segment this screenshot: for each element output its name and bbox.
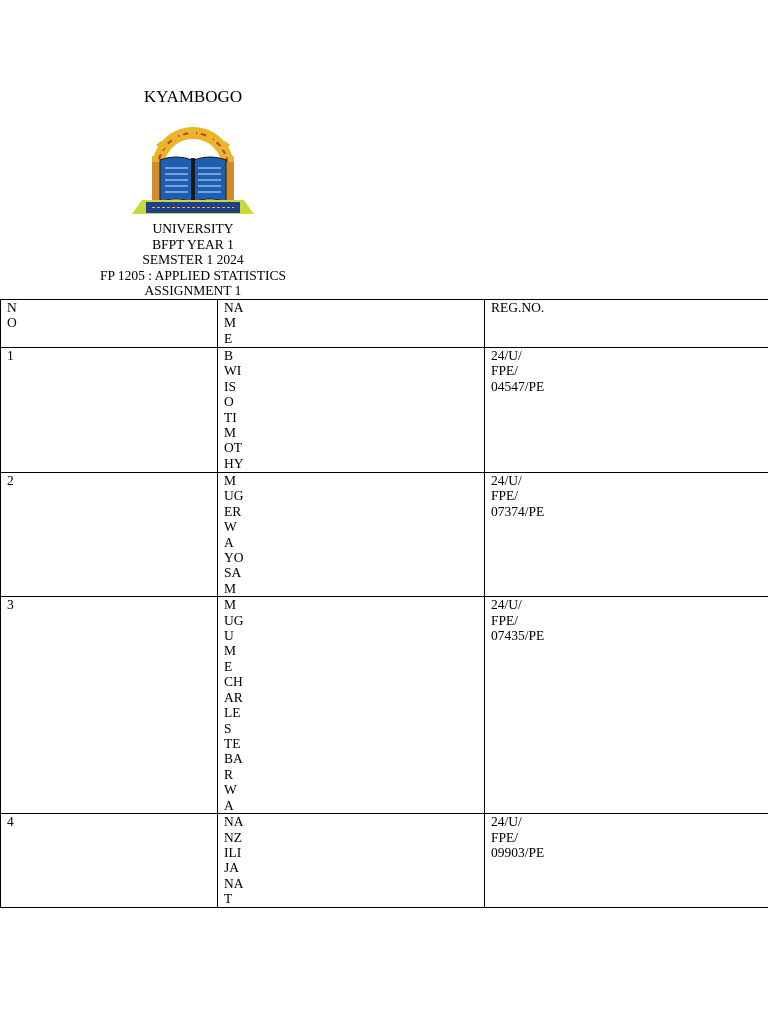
- cell-line: BA: [224, 751, 243, 767]
- assignment-header: [0, 221, 386, 299]
- cell-line: U: [224, 628, 234, 644]
- cell-line: TI: [224, 409, 237, 425]
- assignment-line: ASSIGNMENT 1: [144, 283, 242, 298]
- student-name: [218, 814, 485, 907]
- cell-line: M: [224, 580, 237, 596]
- student-name: [218, 348, 485, 473]
- table-row: [1, 348, 768, 473]
- cell-line: IS: [224, 378, 237, 394]
- course-line: FP 1205 : APPLIED STATISTICS: [100, 267, 286, 283]
- cell-line: E: [224, 658, 233, 674]
- open-book-icon: [152, 157, 234, 204]
- cell-line: B: [224, 348, 234, 363]
- student-name: [218, 597, 485, 814]
- cell-line: NZ: [224, 829, 242, 845]
- programme-line: BFPT YEAR 1: [152, 236, 234, 252]
- registration-number: [485, 814, 768, 907]
- cell-line: 24/U/: [491, 473, 522, 488]
- cell-line: O: [224, 394, 234, 410]
- student-table: [0, 299, 768, 908]
- cell-line: FPE/: [491, 829, 519, 845]
- cell-line: A: [224, 797, 234, 813]
- table-header-row: [1, 300, 768, 348]
- row-number: 1: [1, 348, 218, 473]
- cell-line: HY: [224, 455, 244, 471]
- cell-line: T: [224, 891, 233, 907]
- cell-line: NA: [224, 300, 244, 315]
- cell-line: JA: [224, 860, 240, 876]
- cell-line: 24/U/: [491, 348, 522, 363]
- cell-line: UG: [224, 612, 244, 628]
- ribbon-banner: [132, 200, 254, 214]
- table-row: [1, 473, 768, 597]
- row-number: 3: [1, 597, 218, 814]
- cell-line: R: [224, 766, 234, 782]
- cell-line: FPE/: [491, 363, 519, 379]
- cell-line: W: [224, 519, 237, 535]
- cell-line: 07374/PE: [491, 503, 545, 519]
- cell-line: LE: [224, 705, 241, 721]
- semester-line: SEMSTER 1 2024: [142, 252, 244, 267]
- cell-line: FPE/: [491, 488, 519, 504]
- university-logo: [128, 118, 258, 220]
- header-reg: REG.NO.: [485, 300, 768, 348]
- cell-line: WI: [224, 363, 242, 379]
- cell-line: E: [224, 330, 233, 346]
- header-no: [1, 300, 218, 348]
- institution-subtitle: UNIVERSITY: [152, 221, 234, 236]
- cell-line: 09903/PE: [491, 845, 545, 861]
- table-row: [1, 814, 768, 907]
- registration-number: [485, 473, 768, 597]
- cell-line: W: [224, 782, 237, 798]
- institution-title: KYAMBOGO: [143, 87, 243, 106]
- cell-line: TE: [224, 735, 241, 751]
- cell-line: 07435/PE: [491, 628, 545, 644]
- cell-line: ILI: [224, 845, 242, 861]
- cell-line: M: [224, 425, 237, 441]
- cell-line: FPE/: [491, 612, 519, 628]
- cell-line: M: [224, 597, 237, 613]
- cell-line: 24/U/: [491, 597, 522, 613]
- cell-line: A: [224, 534, 234, 550]
- cell-line: NA: [224, 814, 244, 830]
- table-row: [1, 597, 768, 814]
- cell-line: O: [7, 315, 17, 331]
- cell-line: 24/U/: [491, 814, 522, 830]
- header-name: [218, 300, 485, 348]
- registration-number: [485, 348, 768, 473]
- cell-line: M: [224, 643, 237, 659]
- cell-line: CH: [224, 674, 243, 690]
- row-number: 2: [1, 473, 218, 597]
- row-number: 4: [1, 814, 218, 907]
- cell-line: YO: [224, 550, 244, 566]
- cell-line: OT: [224, 440, 242, 456]
- cell-line: M: [224, 315, 237, 331]
- cell-line: AR: [224, 689, 243, 705]
- student-name: [218, 473, 485, 597]
- cell-line: 04547/PE: [491, 378, 545, 394]
- registration-number: [485, 597, 768, 814]
- cell-line: UG: [224, 488, 244, 504]
- cell-line: M: [224, 473, 237, 488]
- cell-line: ER: [224, 503, 242, 519]
- cell-line: NA: [224, 875, 244, 891]
- cell-line: N: [7, 300, 17, 315]
- cell-line: S: [224, 720, 232, 736]
- cell-line: SA: [224, 565, 242, 581]
